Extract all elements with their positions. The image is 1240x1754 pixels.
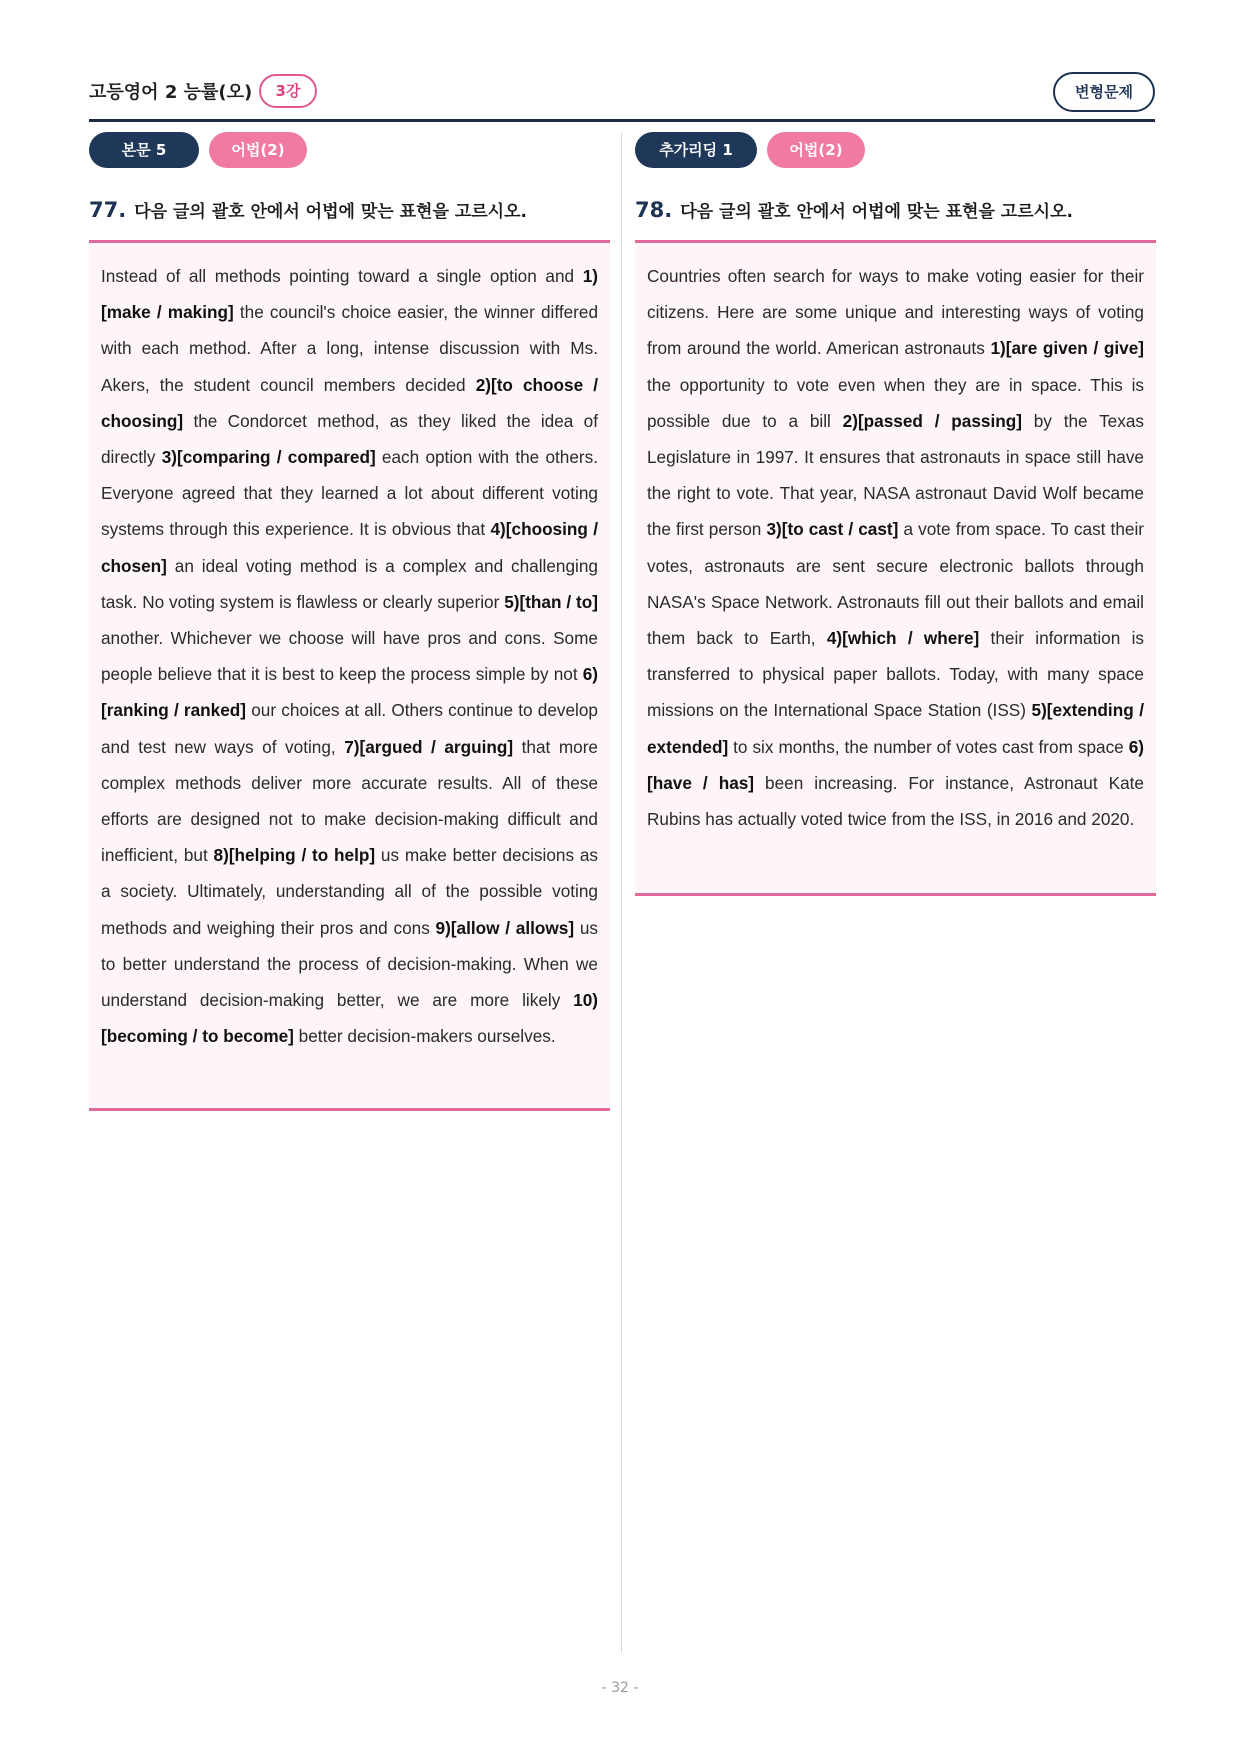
passage-segment: that more complex methods deliver more accurate results. All of these efforts are designed not to make decision-making difficult and inefficient, but: [101, 736, 598, 866]
passage-segment: by the Texas Legislature in 1997. It ensures that astronauts in space still have the right to vote. That year, NASA astronaut David Wolf became the first person: [647, 410, 1144, 540]
section-label-pill: 본문 5: [89, 132, 199, 168]
passage-segment: the council's choice easier, the winner differed with each method. After a long, intense discussion with Ms. Akers, the student council members decided: [101, 302, 599, 395]
grammar-choice: 9)[allow / allows]: [435, 917, 575, 938]
passage-segment: a vote from space. To cast their votes, astronauts are sent secure electronic ballots through NASA's Space Network. Astronauts fill out their ballots and email them back to Earth,: [647, 519, 1144, 649]
page-number: - 32 -: [601, 1680, 639, 1696]
grammar-choice: 1)[make / making]: [101, 266, 598, 323]
passage-segment: the opportunity to vote even when they are in space. This is possible due to a bill: [647, 374, 1144, 431]
lesson-badge: 3강: [259, 74, 317, 108]
question-heading: [89, 197, 527, 222]
question-number: 78.: [635, 198, 673, 222]
column-divider: [621, 133, 622, 1653]
grammar-choice: 2)[passed / passing]: [842, 410, 1022, 431]
passage-segment: us to better understand the process of decision-making. When we understand decision-making better, we are more likely: [101, 917, 598, 1011]
header-divider: [89, 119, 1155, 122]
grammar-choice: 5)[extending / extended]: [647, 700, 1144, 757]
passage-segment: the Condorcet method, as they liked the idea of directly: [101, 410, 598, 468]
passage-segment: to six months, the number of votes cast from space: [728, 736, 1129, 757]
grammar-choice: 4)[choosing / chosen]: [101, 519, 599, 576]
question-number: 77.: [89, 198, 127, 222]
passage-segment: Countries often search for ways to make voting easier for their citizens. Here are some unique and interesting ways of voting from around the world. American astronauts: [647, 266, 1144, 359]
passage-text: [635, 243, 1156, 837]
grammar-choice: 6)[have / has]: [647, 736, 1144, 793]
question-text: 다음 글의 괄호 안에서 어법에 맞는 표현을 고르시오.: [680, 202, 1073, 222]
grammar-choice: 7)[argued / arguing]: [344, 736, 514, 757]
passage-segment: an ideal voting method is a complex and challenging task. No voting system is flawless or clearly superior: [101, 555, 598, 612]
passage-segment: Instead of all methods pointing toward a single option and: [101, 266, 583, 286]
grammar-choice: 3)[comparing / compared]: [161, 447, 376, 468]
grammar-choice: 4)[which / where]: [826, 628, 980, 649]
type-badge: 변형문제: [1053, 72, 1155, 112]
passage-box: [635, 240, 1156, 896]
page-title: 고등영어 2 능률(오): [89, 82, 253, 103]
passage-segment: each option with the others. Everyone agreed that they learned a lot about different voting systems through this experience. It is obvious that: [101, 447, 598, 540]
question-text: 다음 글의 괄호 안에서 어법에 맞는 표현을 고르시오.: [134, 202, 527, 222]
passage-box: [89, 240, 610, 1111]
section-label-pill: 추가리딩 1: [635, 132, 757, 168]
passage-text: [89, 243, 610, 1054]
passage-segment: better decision-makers ourselves.: [293, 1026, 556, 1047]
category-label-pill: 어법(2): [767, 132, 865, 168]
grammar-choice: 5)[than / to]: [504, 591, 598, 612]
grammar-choice: 3)[to cast / cast]: [766, 519, 899, 540]
passage-segment: our choices at all. Others continue to develop and test new ways of voting,: [101, 700, 598, 757]
grammar-choice: 2)[to choose / choosing]: [101, 374, 598, 431]
passage-segment: another. Whichever we choose will have pros and cons. Some people believe that it is best to keep the process simple by not: [101, 628, 598, 685]
question-heading: [635, 197, 1073, 222]
passage-segment: been increasing. For instance, Astronaut Kate Rubins has actually voted twice from the ISS, in 2016 and 2020.: [647, 772, 1144, 830]
grammar-choice: 1)[are given / give]: [990, 338, 1145, 359]
passage-segment: their information is transferred to physical paper ballots. Today, with many space missions on the International Space Station (ISS): [647, 628, 1144, 721]
grammar-choice: 8)[helping / to help]: [213, 845, 376, 866]
category-label-pill: 어법(2): [209, 132, 307, 168]
grammar-choice: 10)[becoming / to become]: [101, 990, 598, 1047]
grammar-choice: 6)[ranking / ranked]: [101, 664, 598, 721]
passage-segment: us make better decisions as a society. Ultimately, understanding all of the possible voting methods and weighing their pros and cons: [101, 845, 598, 938]
